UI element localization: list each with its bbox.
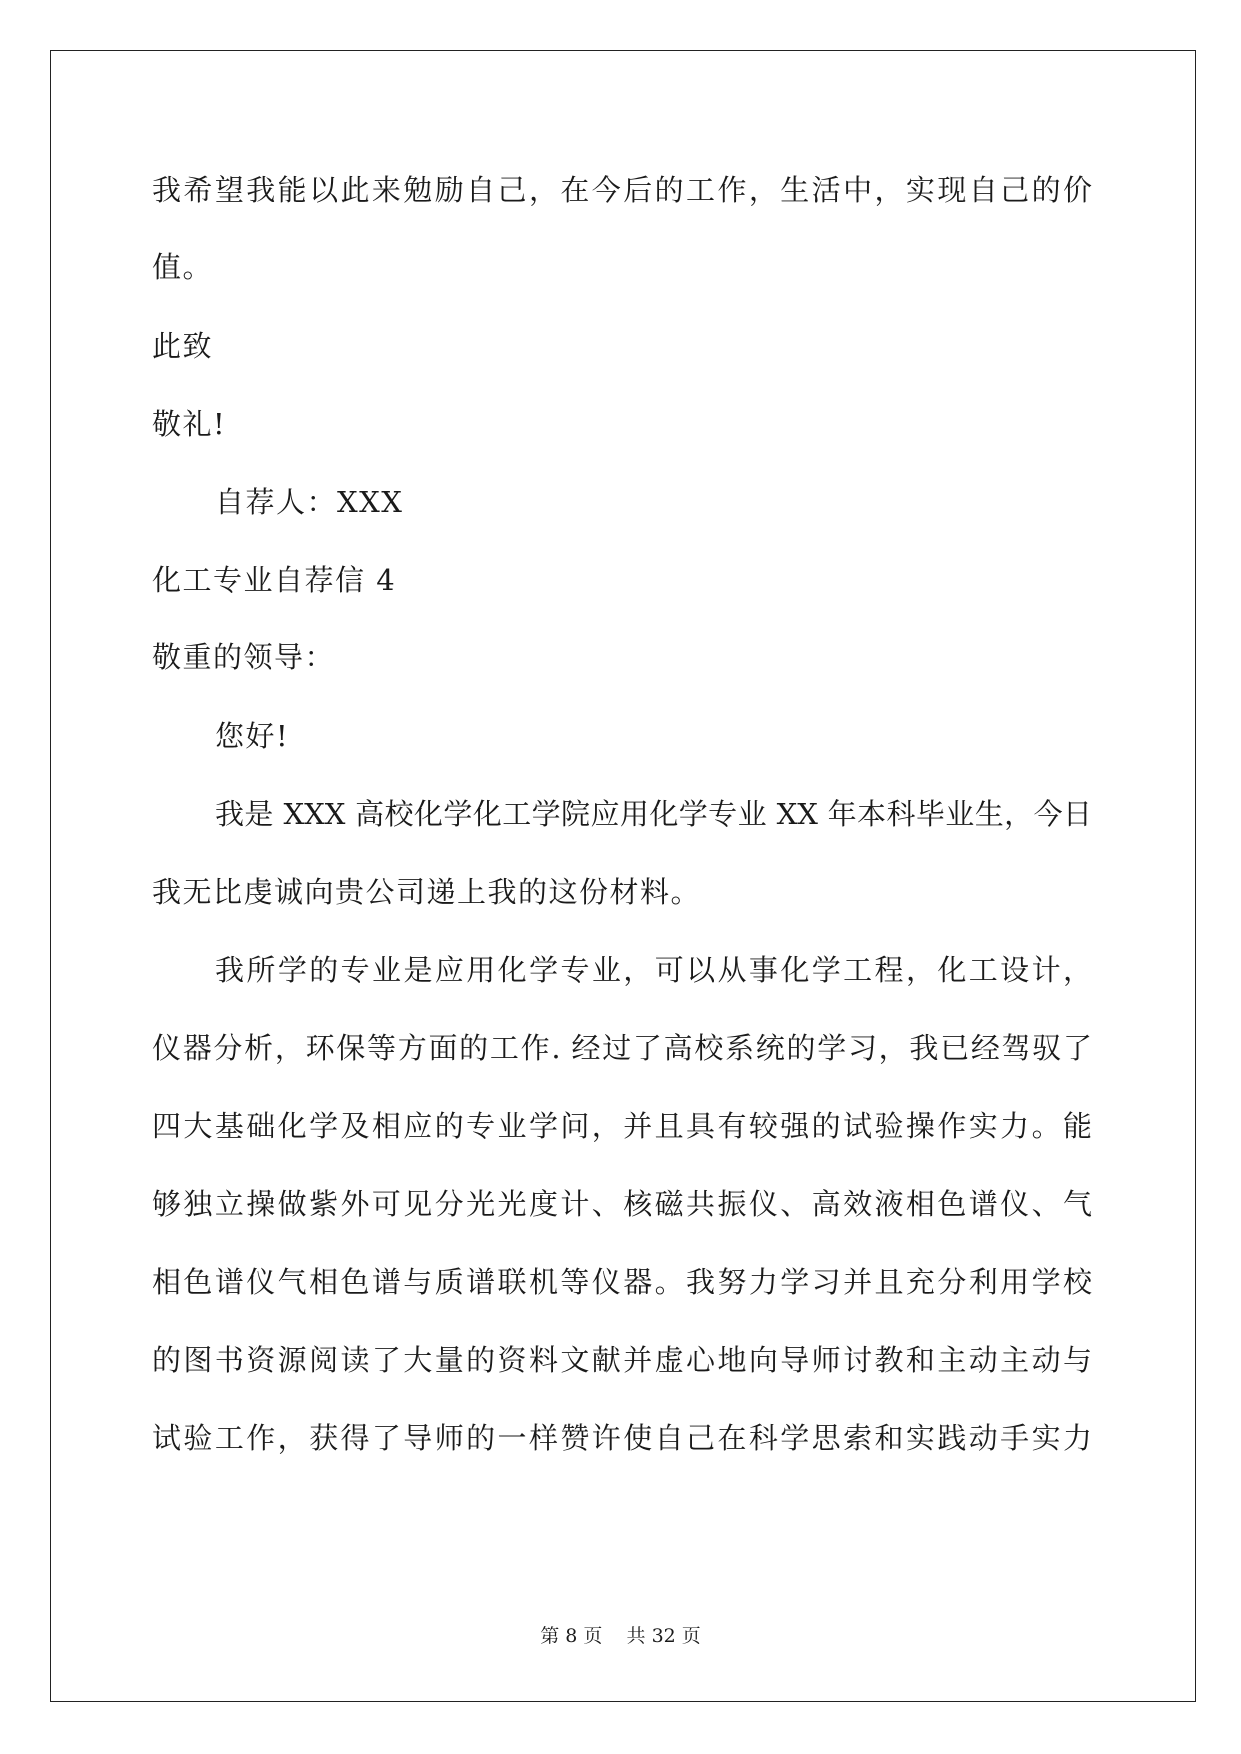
paragraph-2-line-6: 的图书资源阅读了大量的资料文献并虚心地向导师讨教和主动主动与 bbox=[152, 1343, 1092, 1377]
body-line-2: 值。 bbox=[152, 250, 214, 284]
paragraph-2-line-2: 仪器分析，环保等方面的工作. 经过了高校系统的学习，我已经驾驭了 bbox=[152, 1031, 1092, 1065]
body-line-1: 我希望我能以此来勉励自己，在今后的工作，生活中，实现自己的价 bbox=[152, 173, 1092, 207]
page-number-footer: 第 8 页 共 32 页 bbox=[540, 1625, 701, 1647]
paragraph-2-line-1: 我所学的专业是应用化学专业，可以从事化学工程，化工设计， bbox=[215, 953, 1092, 987]
section-title: 化工专业自荐信 4 bbox=[152, 563, 397, 597]
paragraph-1-line-1: 我是 XXX 高校化学化工学院应用化学专业 XX 年本科毕业生，今日 bbox=[215, 797, 1092, 831]
greeting-hello: 您好! bbox=[215, 719, 290, 753]
signature-line: 自荐人：XXX bbox=[215, 485, 404, 519]
paragraph-2-line-3: 四大基础化学及相应的专业学问，并且具有较强的试验操作实力。能 bbox=[152, 1109, 1092, 1143]
paragraph-2-line-4: 够独立操做紫外可见分光光度计、核磁共振仪、高效液相色谱仪、气 bbox=[152, 1187, 1092, 1221]
paragraph-2-line-5: 相色谱仪气相色谱与质谱联机等仪器。我努力学习并且充分利用学校 bbox=[152, 1265, 1092, 1299]
closing-salutation: 此致 bbox=[152, 329, 214, 363]
closing-regards: 敬礼! bbox=[152, 407, 227, 441]
paragraph-2-line-7: 试验工作，获得了导师的一样赞许使自己在科学思索和实践动手实力 bbox=[152, 1421, 1092, 1455]
greeting-line: 敬重的领导： bbox=[152, 640, 336, 674]
paragraph-1-line-2: 我无比虔诚向贵公司递上我的这份材料。 bbox=[152, 875, 702, 909]
